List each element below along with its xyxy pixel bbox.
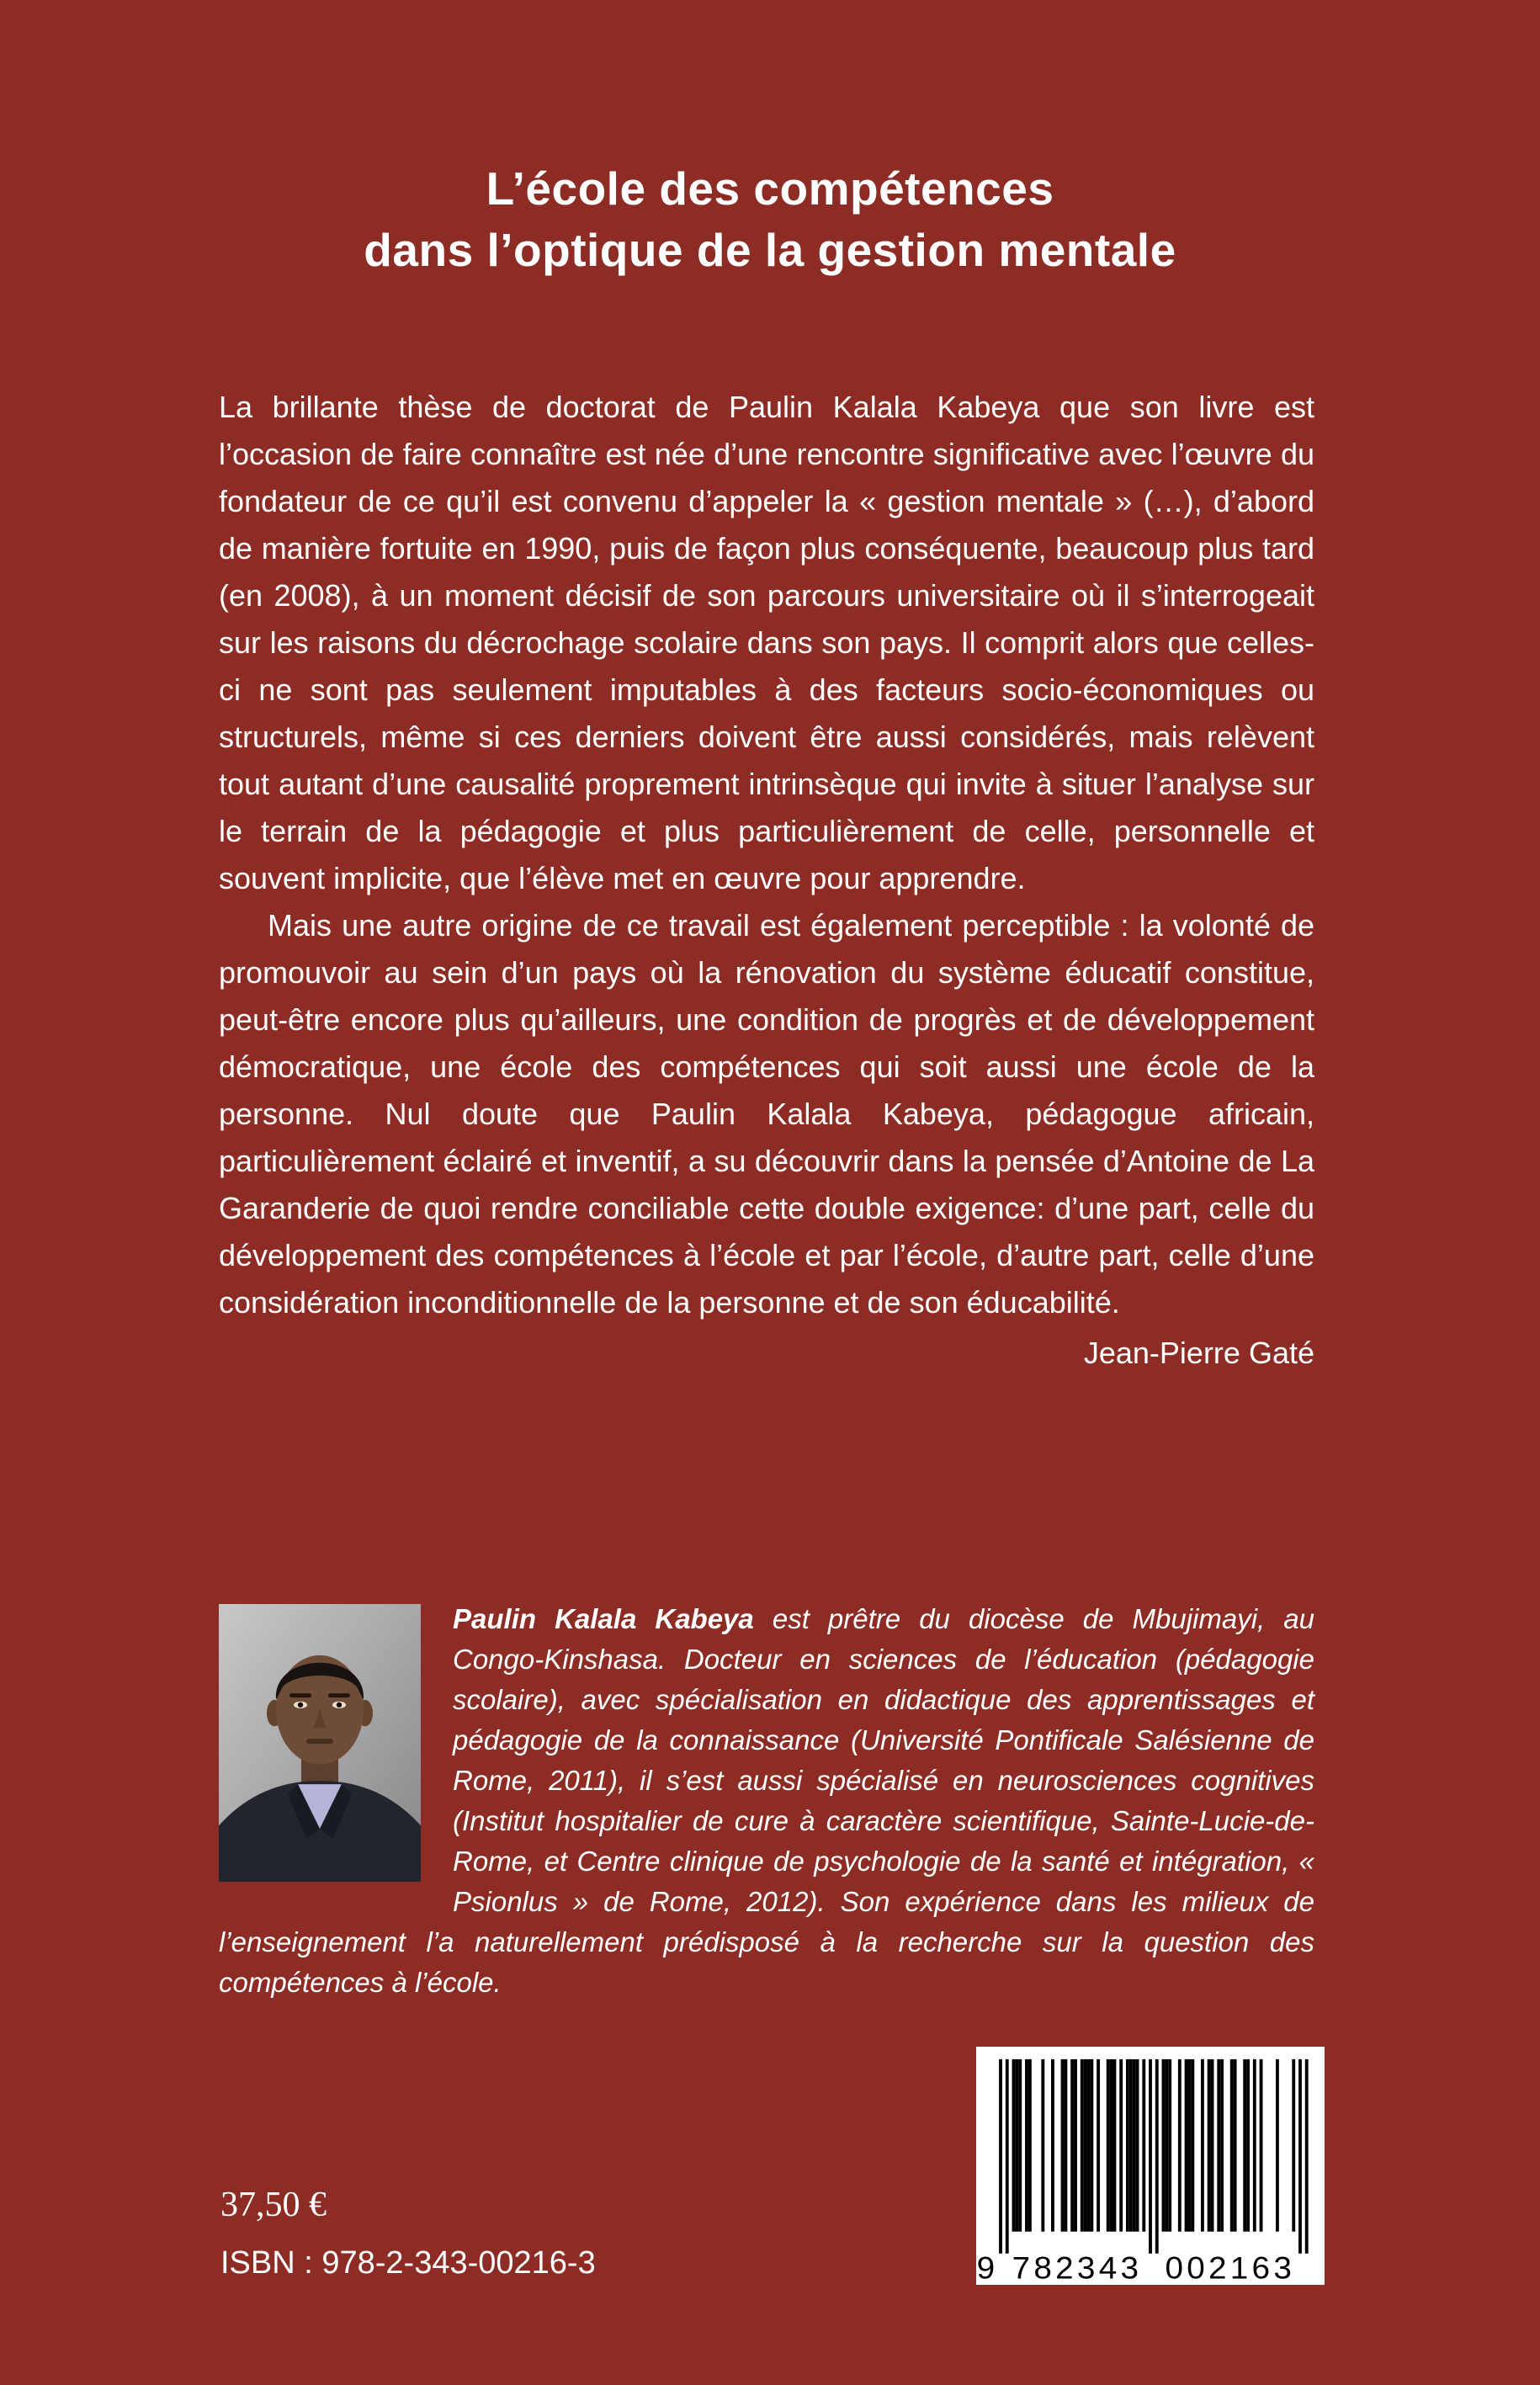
barcode-digits-group2: 002163	[1165, 2251, 1296, 2285]
barcode	[976, 2047, 1325, 2285]
barcode-bars	[976, 2047, 1325, 2285]
author-bio-text: est prêtre du diocèse de Mbujimayi, au Congo-Kinshasa. Docteur en sciences de l’éducation (pédagogie scolaire), avec spécialisation en didactique des apprentissages et pédagogie de la connaissance (Université Pontificale Salésienne de Rome, 2011), il s’est aussi spécialisé en neurosciences cognitives (Institut hospitalier de cure à caractère scientifique, Sainte-Lucie-de-Rome, et Centre clinique de psychologie de la santé et intégration, « Psionlus » de Rome, 2012). Son expérience dans les milieux de l’enseignement l’a naturellement prédisposé à la recherche sur la question des compétences à l’école.	[219, 1603, 1314, 1998]
book-title-line1: L’école des compétences	[486, 162, 1054, 215]
author-name: Paulin Kalala Kabeya	[453, 1603, 754, 1634]
author-photo	[219, 1604, 421, 1882]
author-portrait-illustration	[219, 1604, 421, 1882]
barcode-digit-lead: 9	[976, 2251, 999, 2285]
author-bio	[219, 1599, 1314, 2003]
synopsis-paragraph-2: Mais une autre origine de ce travail est également perceptible : la volonté de promouvoir au sein d’un pays où la rénovation du système éducatif constitue, peut-être encore plus qu’ailleurs, une condition de progrès et de développement démocratique, une école des compétences qui soit aussi une école de la personne. Nul doute que Paulin Kalala Kabeya, pédagogue africain, particulièrement éclairé et inventif, a su découvrir dans la pensée d’Antoine de La Garanderie de quoi rendre conciliable cette double exigence: d’une part, celle du développement des compétences à l’école et par l’école, d’autre part, celle d’une considération inconditionnelle de la personne et de son éducabilité.	[219, 908, 1314, 1320]
reviewer-signature: Jean-Pierre Gaté	[1083, 1336, 1314, 1370]
price: 37,50 €	[220, 2186, 327, 2224]
synopsis	[219, 384, 1314, 1377]
book-title	[0, 158, 1540, 280]
barcode-digits-group1: 782343	[1012, 2251, 1143, 2285]
book-title-line2: dans l’optique de la gestion mentale	[364, 223, 1176, 276]
isbn-number: ISBN : 978-2-343-00216-3	[220, 2245, 596, 2281]
synopsis-paragraph-1: La brillante thèse de doctorat de Paulin Kalala Kabeya que son livre est l’occasion de faire connaître est née d’une rencontre significative avec l’œuvre du fondateur de ce qu’il est convenu d’appeler la « gestion mentale » (…), d’abord de manière fortuite en 1990, puis de façon plus conséquente, beaucoup plus tard (en 2008), à un moment décisif de son parcours universitaire où il s’interrogeait sur les raisons du décrochage scolaire dans son pays. Il comprit alors que celles-ci ne sont pas seulement imputables à des facteurs socio-économiques ou structurels, même si ces derniers doivent être aussi considérés, mais relèvent tout autant d’une causalité proprement intrinsèque qui invite à situer l’analyse sur le terrain de la pédagogie et plus particulièrement de celle, personnelle et souvent implicite, que l’élève met en œuvre pour apprendre.	[219, 390, 1314, 895]
